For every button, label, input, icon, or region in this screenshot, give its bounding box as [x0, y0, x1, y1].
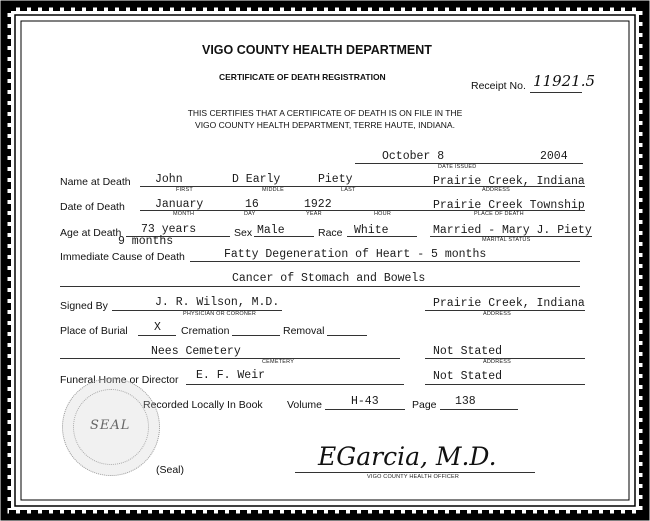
- date-issued-month-day: October 8: [382, 150, 445, 163]
- signed-by-name: J. R. Wilson, M.D.: [155, 296, 280, 309]
- removal-label: Removal: [283, 325, 325, 337]
- sex-label: Sex: [234, 227, 253, 239]
- seal-label: (Seal): [156, 464, 185, 476]
- page-value: 138: [455, 395, 476, 408]
- certifies-line-1: THIS CERTIFIES THAT A CERTIFICATE OF DEATH IS ON FILE IN THE: [187, 108, 463, 118]
- caption-place-of-death: PLACE OF DEATH: [474, 211, 524, 217]
- burial-address: Not Stated: [433, 345, 503, 358]
- marital-status-value: Married - Mary J. Piety: [433, 224, 592, 237]
- burial-address-caption: ADDRESS: [483, 359, 511, 365]
- recorded-label: Recorded Locally In Book: [143, 399, 263, 411]
- seal-text: SEAL: [90, 418, 131, 433]
- sex-value: Male: [257, 224, 285, 237]
- place-of-death: Prairie Creek Township: [433, 199, 585, 212]
- cause-of-death-line-2: Cancer of Stomach and Bowels: [232, 272, 426, 285]
- volume-label: Volume: [287, 399, 323, 411]
- death-year: 1922: [304, 198, 332, 211]
- health-officer-caption: VIGO COUNTY HEALTH OFFICER: [367, 474, 460, 480]
- cremation-label: Cremation: [181, 325, 230, 337]
- signed-by-address: Prairie Creek, Indiana: [433, 297, 585, 310]
- age-value: 73 years: [141, 223, 197, 236]
- name-first: John: [155, 173, 183, 186]
- date-issued-caption: DATE ISSUED: [438, 164, 477, 170]
- race-value: White: [354, 224, 389, 237]
- caption-first: FIRST: [176, 187, 193, 193]
- cemetery-name: Nees Cemetery: [151, 345, 241, 358]
- burial-mark: X: [154, 321, 161, 334]
- funeral-director-label: Funeral Home or Director: [60, 374, 179, 386]
- funeral-director-name: E. F. Weir: [196, 369, 266, 382]
- embossed-seal: [62, 378, 160, 476]
- caption-day: DAY: [244, 211, 256, 217]
- name-middle: D Early: [232, 173, 281, 186]
- date-of-death-label: Date of Death: [60, 201, 125, 213]
- funeral-address: Not Stated: [433, 370, 503, 383]
- age-value-months: 9 months: [118, 235, 174, 248]
- date-issued-year: 2004: [540, 150, 568, 163]
- caption-hour: HOUR: [374, 211, 391, 217]
- death-month: January: [155, 198, 204, 211]
- certifies-line-2: VIGO COUNTY HEALTH DEPARTMENT, TERRE HAUTE, INDIANA.: [195, 120, 455, 130]
- age-at-death-label: Age at Death: [60, 227, 122, 239]
- caption-last: LAST: [341, 187, 356, 193]
- signed-by-label: Signed By: [60, 300, 108, 312]
- cause-of-death-label: Immediate Cause of Death: [60, 251, 185, 263]
- cause-of-death-line-1: Fatty Degeneration of Heart - 5 months: [224, 248, 487, 261]
- receipt-label: Receipt No.: [471, 80, 526, 92]
- page-label: Page: [412, 399, 437, 411]
- death-day: 16: [245, 198, 259, 211]
- caption-month: MONTH: [173, 211, 195, 217]
- name-address: Prairie Creek, Indiana: [433, 175, 585, 188]
- physician-caption: PHYSICIAN OR CORONER: [183, 311, 257, 317]
- receipt-number: 11921.5: [533, 72, 596, 90]
- officer-signature: EGarcia, M.D.: [318, 442, 497, 471]
- certificate-subtitle: CERTIFICATE OF DEATH REGISTRATION: [219, 72, 386, 82]
- caption-year: YEAR: [306, 211, 322, 217]
- place-of-burial-label: Place of Burial: [60, 325, 128, 337]
- certificate-title: VIGO COUNTY HEALTH DEPARTMENT: [202, 43, 432, 57]
- marital-status-caption: MARITAL STATUS: [482, 237, 531, 243]
- caption-address: ADDRESS: [482, 187, 510, 193]
- race-label: Race: [318, 227, 343, 239]
- cemetery-caption: CEMETERY: [262, 359, 295, 365]
- signed-address-caption: ADDRESS: [483, 311, 511, 317]
- volume-value: H-43: [351, 395, 379, 408]
- caption-middle: MIDDLE: [262, 187, 284, 193]
- name-last: Piety: [318, 173, 353, 186]
- name-at-death-label: Name at Death: [60, 176, 131, 188]
